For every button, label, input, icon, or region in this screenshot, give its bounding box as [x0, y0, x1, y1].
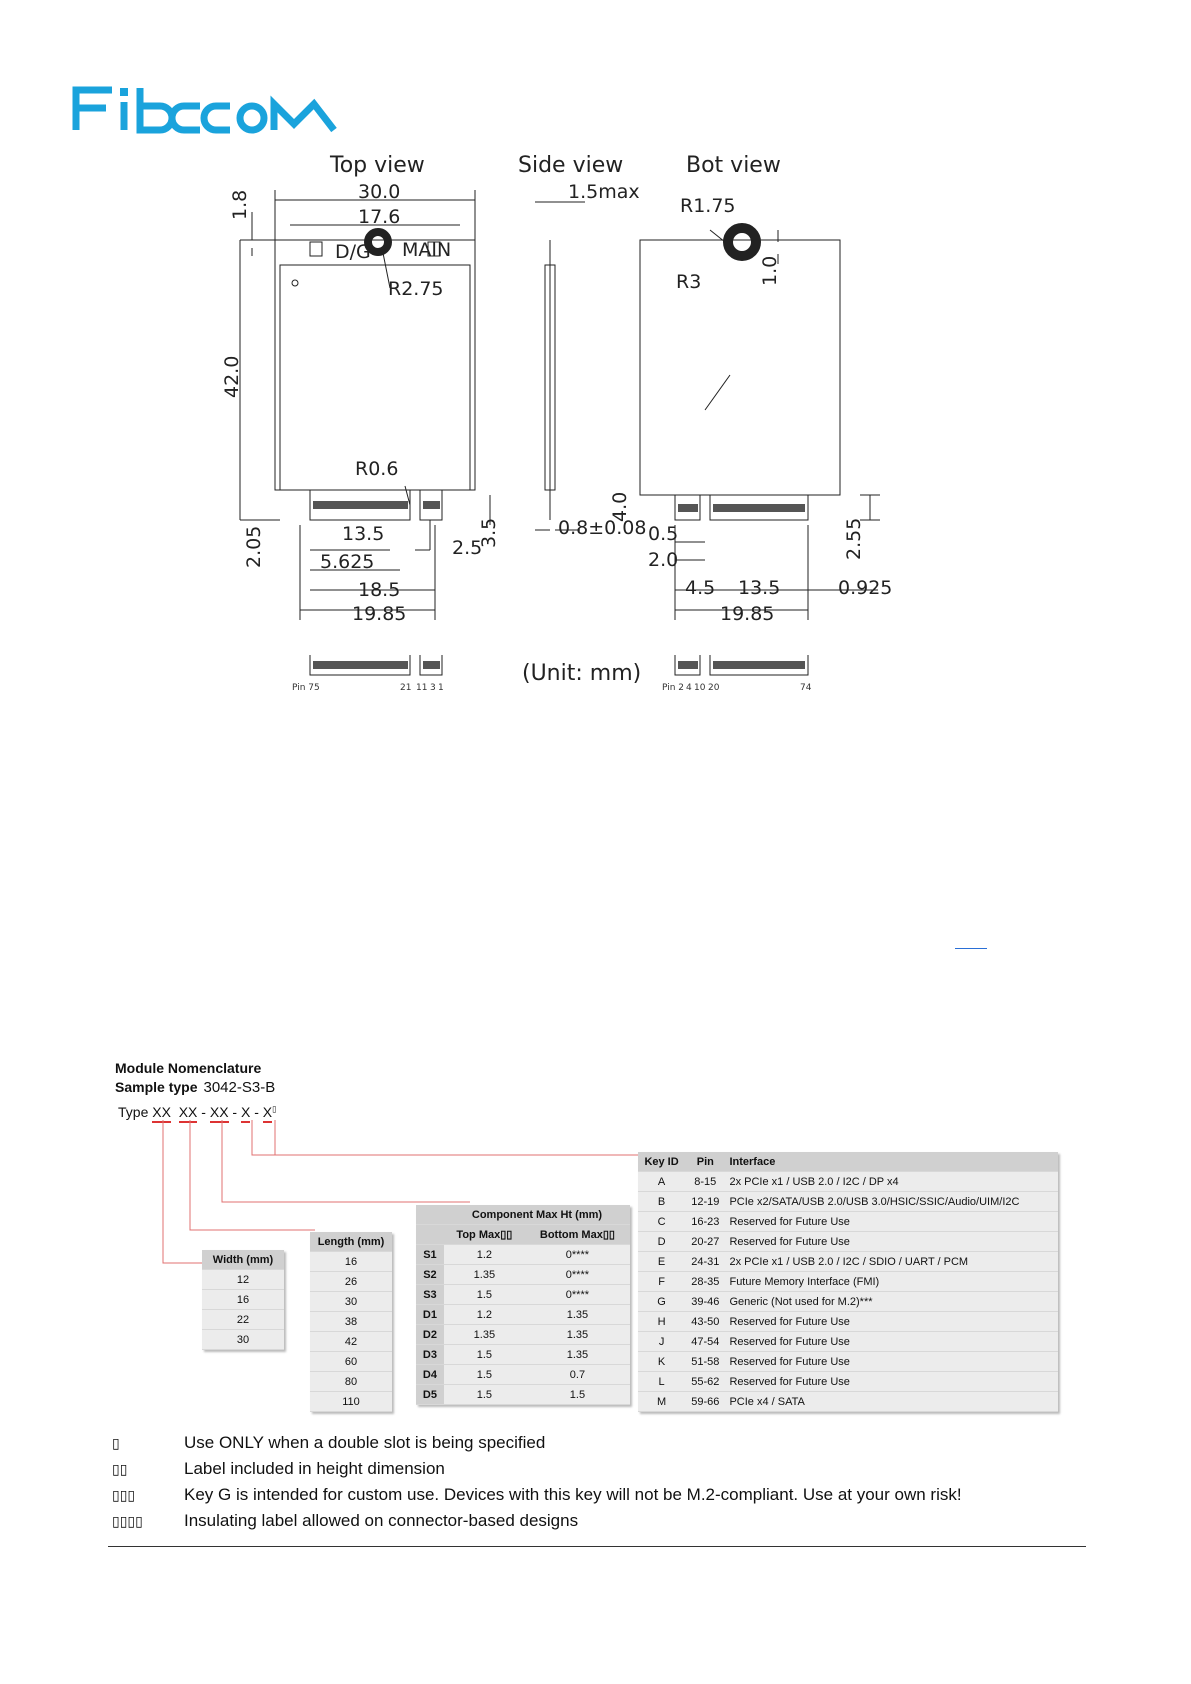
svg-text:R0.6: R0.6	[355, 458, 399, 480]
component-height-table: Component Max Ht (mm) Top Max▯▯ Bottom Max▯▯ S1 1.2 0**** S2 1.35 0**** S3 1.5 0**** D1 1.2 1.35 D2 1.35 1.35 D3 1.5 1.35 D4 1.5 0.7 D5 1.5 1.5	[416, 1205, 630, 1405]
svg-text:13.5: 13.5	[738, 577, 781, 599]
nomenclature-header	[115, 1060, 275, 1096]
length-table: Length (mm) 16 26 30 38 42 60 80 110	[310, 1232, 392, 1412]
footnote: ▯▯▯ Key G is intended for custom use. Devices with this key will not be M.2-compliant. Use at your own risk!	[112, 1485, 962, 1504]
module-mechanical-drawing	[221, 150, 970, 755]
svg-text:4.5: 4.5	[685, 577, 716, 599]
sample-type-value: 3042-S3-B	[203, 1079, 276, 1096]
svg-text:21: 21	[400, 683, 412, 693]
svg-text:0.5: 0.5	[648, 523, 679, 545]
svg-text:20: 20	[708, 683, 720, 693]
svg-text:1: 1	[438, 683, 444, 693]
sample-type-line: Sample type 3042-S3-B	[115, 1079, 276, 1096]
footnote: ▯▯▯▯ Insulating label allowed on connector-based designs	[112, 1511, 579, 1530]
fibocom-logo	[72, 80, 342, 134]
svg-text:R3: R3	[676, 271, 702, 293]
footnote: ▯ Use ONLY when a double slot is being specified	[112, 1433, 546, 1452]
svg-text:1.8: 1.8	[229, 189, 251, 220]
svg-text:R2.75: R2.75	[388, 278, 444, 300]
svg-text:42.0: 42.0	[221, 355, 243, 398]
top-view-board	[275, 240, 475, 490]
svg-text:18.5: 18.5	[358, 579, 401, 601]
svg-text:5.625: 5.625	[320, 551, 375, 573]
bottom-view-board	[640, 240, 840, 495]
svg-text:2.0: 2.0	[648, 549, 679, 571]
svg-text:3.5: 3.5	[478, 517, 500, 548]
unit-label: (Unit: mm)	[522, 661, 642, 686]
svg-text:30.0: 30.0	[358, 181, 401, 203]
svg-text:74: 74	[800, 683, 812, 693]
svg-text:11: 11	[416, 683, 428, 693]
svg-text:1.0: 1.0	[759, 255, 781, 286]
nomenclature-title: Module Nomenclature	[115, 1060, 262, 1076]
svg-text:13.5: 13.5	[342, 523, 385, 545]
footnote: ▯▯ Label included in height dimension	[112, 1459, 445, 1478]
svg-text:4: 4	[686, 683, 692, 693]
svg-text:19.85: 19.85	[720, 603, 775, 625]
side-view-title: Side view	[518, 153, 624, 178]
width-table: Width (mm) 12 16 22 30	[202, 1250, 284, 1350]
top-view-title: Top view	[330, 153, 425, 178]
svg-text:0.8±0.08: 0.8±0.08	[558, 517, 647, 539]
svg-text:1.5max: 1.5max	[568, 181, 640, 203]
svg-text:2.5: 2.5	[452, 537, 483, 559]
svg-text:17.6: 17.6	[358, 206, 401, 228]
svg-text:R1.75: R1.75	[680, 195, 736, 217]
svg-text:3: 3	[430, 683, 436, 693]
key-id-table: Key ID Pin Interface A 8-15 2x PCIe x1 / USB 2.0 / I2C / DP x4 B 12-19 PCIe x2/SATA/USB 2.0/USB 3.0/HSIC/SSIC/Audio/UIM/I2C C 16-23 Reserved for Future Use D 20-27 Reserved for Future Use E 24-31 2x PCIe x1 / USB 2.0 / I2C / SDIO / UART / PCM F 28-35 Future Memory Interface (FMI) G 39-46 Generic (Not used for M.2)*** H 43-50 Reserved for Future Use J 47-54 Reserved for Future Use K 51-58 Reserved for Future Use L 55-62 Reserved for Future Use M 59-66 PCIe x4 / SATA	[638, 1152, 1058, 1412]
type-pattern: Type XX XX - XX - X - X▯	[118, 1104, 277, 1120]
svg-text:Pin 75: Pin 75	[292, 683, 320, 693]
svg-text:4.0: 4.0	[609, 491, 631, 522]
svg-text:19.85: 19.85	[352, 603, 407, 625]
reference-link-underline[interactable]	[955, 948, 987, 949]
bottom-view-title: Bot view	[686, 153, 781, 178]
svg-text:2.55: 2.55	[843, 517, 865, 560]
svg-text:0.925: 0.925	[838, 577, 893, 599]
footer-divider	[108, 1546, 1086, 1547]
svg-text:MAIN: MAIN	[402, 239, 452, 261]
footnotes	[112, 1430, 962, 1534]
svg-text:Pin 2: Pin 2	[662, 683, 685, 693]
svg-text:D/G: D/G	[335, 241, 371, 263]
svg-text:2.05: 2.05	[243, 525, 265, 568]
svg-text:10: 10	[694, 683, 706, 693]
